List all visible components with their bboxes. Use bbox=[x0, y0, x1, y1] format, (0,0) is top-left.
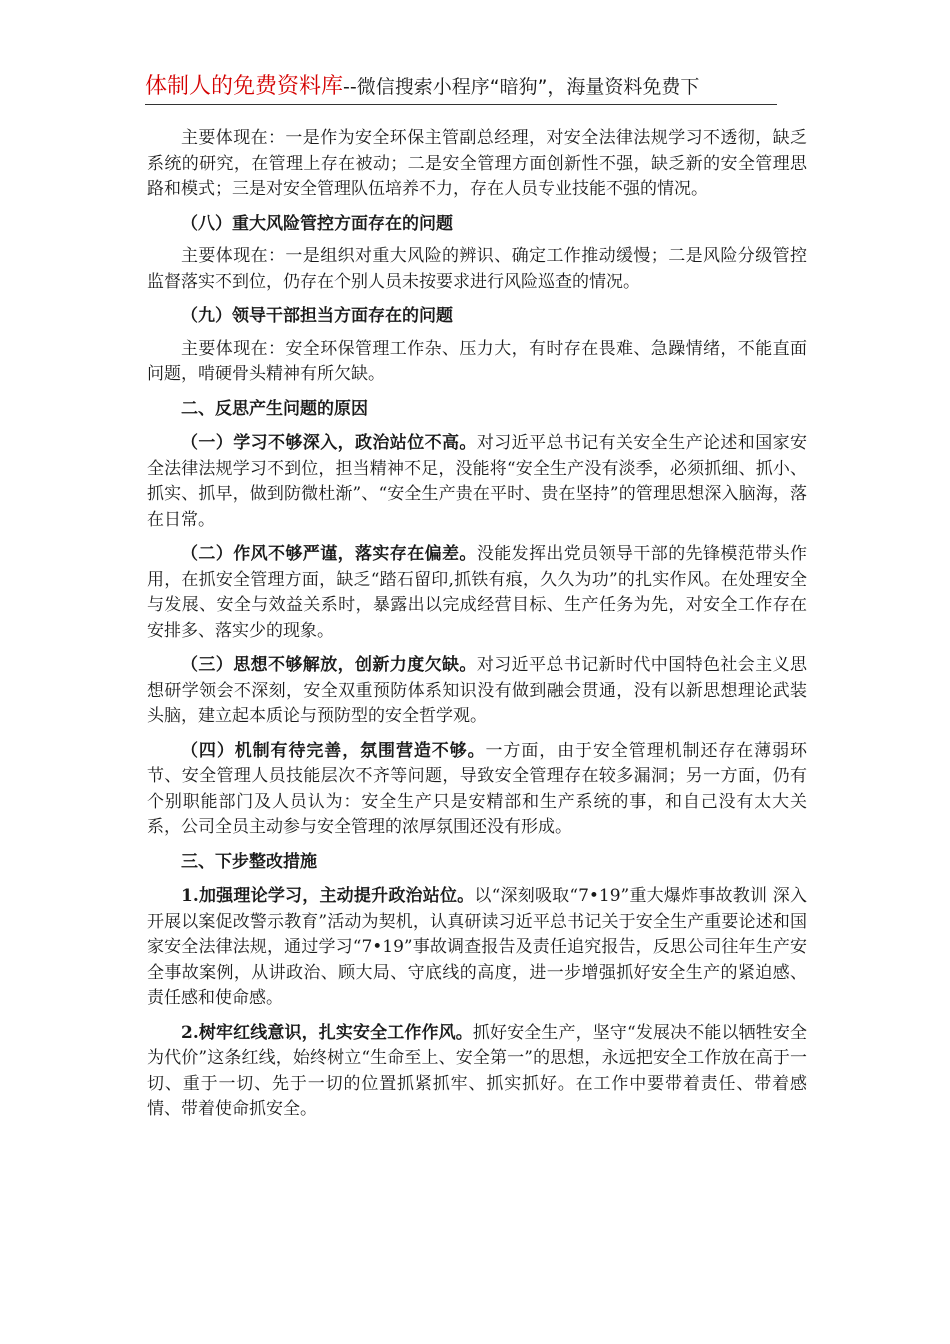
paragraph-lead: 2.树牢红线意识，扎实安全工作作风。 bbox=[181, 1022, 473, 1043]
paragraph-lead: （二）作风不够严谨，落实存在偏差。 bbox=[181, 544, 477, 564]
paragraph-text: 对习近平总书记有关安全生产论述和国家安全法律法规学习不到位，担当精神不足，没能将“安全生产没有淡季，必须抓细、抓小、抓实、抓早，做到防微杜渐”、“安全生产贵在平时、贵在坚持”的管理思想深入脑海，落在日常。 bbox=[147, 433, 808, 530]
paragraph: 主要体现在：安全环保管理工作杂、压力大，有时存在畏难、急躁情绪，不能直面问题，啃硬骨头精神有所欠缺。 bbox=[147, 338, 807, 384]
header-brand: 体制人的免费资料库 bbox=[145, 74, 344, 99]
paragraph bbox=[147, 431, 807, 533]
page-header bbox=[145, 70, 777, 105]
paragraph bbox=[147, 1021, 807, 1123]
header-tagline: --微信搜索小程序“暗狗”，海量资料免费下 bbox=[343, 76, 700, 98]
paragraph bbox=[147, 739, 807, 841]
paragraph bbox=[147, 542, 807, 644]
paragraph: 主要体现在：一是作为安全环保主管副总经理，对安全法律法规学习不透彻，缺乏系统的研究，在管理上存在被动；二是安全管理方面创新性不强，缺乏新的安全管理思路和模式；三是对安全管理队伍培养不力，存在人员专业技能不强的情况。 bbox=[147, 128, 807, 199]
paragraph-text: 一方面，由于安全管理机制还存在薄弱环节、安全管理人员技能层次不齐等问题，导致安全管理存在较多漏洞；另一方面，仍有个别职能部门及人员认为：安全生产只是安精部和生产系统的事，和自己没有太大关系，公司全员主动参与安全管理的浓厚氛围还没有形成。 bbox=[147, 740, 807, 837]
paragraph-lead: 1.加强理论学习，主动提升政治站位。 bbox=[181, 886, 475, 906]
paragraph bbox=[147, 884, 807, 1012]
paragraph-lead: （三）思想不够解放，创新力度欠缺。 bbox=[181, 655, 477, 675]
document-body bbox=[147, 126, 807, 1123]
section-heading: （八）重大风险管控方面存在的问题 bbox=[181, 213, 453, 234]
paragraph-text: 对习近平总书记新时代中国特色社会主义思想研学领会不深刻，安全双重预防体系知识没有做到融会贯通，没有以新思想理论武装头脑，建立起本质论与预防型的安全哲学观。 bbox=[147, 655, 808, 726]
paragraph-text: 以“深刻吸取“7•19”重大爆炸事故教训 深入开展以案促改警示教育”活动为契机，认真研读习近平总书记关于安全生产重要论述和国家安全法律法规，通过学习“7•19”事故调查报告及责任追究报告，反思公司往年生产安全事故案例，从讲政治、顾大局、守底线的高度，进一步增强抓好安全生产的紧迫感、责任感和使命感。 bbox=[147, 886, 808, 1008]
paragraph-lead: （一）学习不够深入，政治站位不高。 bbox=[181, 433, 477, 453]
paragraph-text: 没能发挥出党员领导干部的先锋模范带头作用，在抓安全管理方面，缺乏“踏石留印,抓铁有痕，久久为功”的扎实作风。在处理安全与发展、安全与效益关系时，暴露出以完成经营目标、生产任务为先，对安全工作存在安排多、落实少的现象。 bbox=[147, 544, 808, 641]
paragraph bbox=[147, 653, 807, 730]
section-heading: 三、下步整改措施 bbox=[181, 851, 317, 872]
section-heading: 二、反思产生问题的原因 bbox=[181, 398, 368, 419]
paragraph-lead: （四）机制有待完善，氛围营造不够。 bbox=[181, 740, 486, 761]
paragraph-text: 抓好安全生产，坚守“发展决不能以牺牲安全为代价”这条红线，始终树立“生命至上、安全第一”的思想，永远把安全工作放在高于一切、重于一切、先于一切的位置抓紧抓牢、抓实抓好。在工作中要带着责任、带着感情、带着使命抓安全。 bbox=[147, 1022, 807, 1119]
section-heading: （九）领导干部担当方面存在的问题 bbox=[181, 306, 453, 326]
paragraph: 主要体现在：一是组织对重大风险的辨识、确定工作推动缓慢；二是风险分级管控监督落实不到位，仍存在个别人员未按要求进行风险巡查的情况。 bbox=[147, 246, 807, 292]
